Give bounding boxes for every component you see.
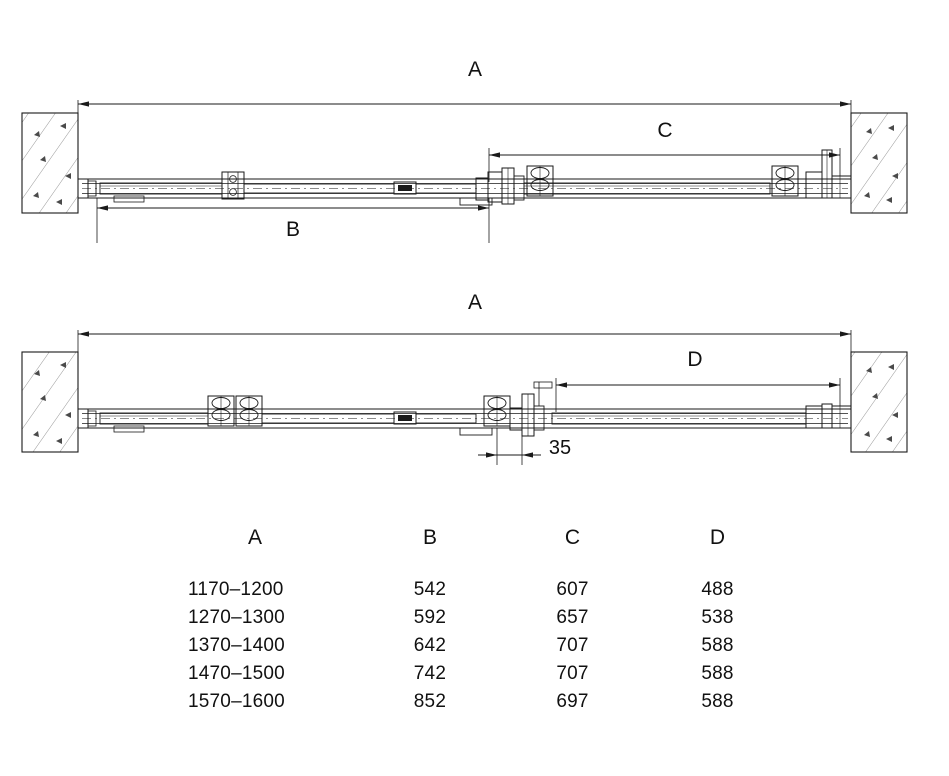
spec-cell-b: 642 xyxy=(413,635,447,656)
table-row xyxy=(150,632,790,660)
wall-left-top xyxy=(22,113,78,213)
dim-gap-bottom xyxy=(478,428,541,465)
spec-cell-c: 707 xyxy=(556,635,589,656)
centre-stile-group-top xyxy=(476,168,524,204)
dim-d-bottom xyxy=(556,378,840,412)
door-assembly-bottom xyxy=(78,382,851,436)
spec-header-a: A xyxy=(247,526,262,549)
roller-carriage-1-top xyxy=(222,172,244,199)
table-row xyxy=(150,660,790,688)
spec-cell-b: 742 xyxy=(413,663,447,684)
table-row xyxy=(150,688,790,716)
dim-c-top xyxy=(489,148,840,182)
spec-cell-d: 588 xyxy=(701,691,734,712)
table-row xyxy=(150,576,790,604)
wall-left-bottom xyxy=(22,352,78,452)
spec-cell-d: 588 xyxy=(701,635,734,656)
view-top xyxy=(22,100,907,243)
spec-cell-a: 1370–1400 xyxy=(188,635,285,656)
dim-label-a-bottom: A xyxy=(467,291,482,314)
door-assembly-top xyxy=(78,150,851,205)
dim-a-extensions-top xyxy=(78,100,851,190)
spec-cell-c: 657 xyxy=(556,607,589,628)
spec-cell-b: 852 xyxy=(413,691,447,712)
dim-label-b-top: B xyxy=(285,218,300,241)
roller-carriage-2-top xyxy=(527,166,553,196)
spec-cell-d: 588 xyxy=(701,663,734,684)
spec-table-header-row xyxy=(150,525,790,576)
spec-cell-c: 697 xyxy=(556,691,589,712)
spec-cell-a: 1470–1500 xyxy=(188,663,285,684)
spec-cell-a: 1270–1300 xyxy=(188,607,285,628)
view-bottom xyxy=(22,330,907,465)
spec-cell-a: 1570–1600 xyxy=(188,691,285,712)
spec-cell-b: 592 xyxy=(413,607,447,628)
roller-carriage-3-bottom xyxy=(484,396,510,426)
spec-header-c: C xyxy=(564,526,581,549)
wall-right-bottom xyxy=(851,352,907,452)
dim-a-extensions-bottom xyxy=(78,330,851,420)
roller-carriage-1-bottom xyxy=(208,396,234,426)
table-row xyxy=(150,604,790,632)
spec-cell-c: 707 xyxy=(556,663,589,684)
dim-label-c-top: C xyxy=(657,119,673,142)
dim-label-a-top: A xyxy=(467,58,482,81)
roller-carriage-2-bottom xyxy=(236,396,262,426)
dim-label-d-bottom: D xyxy=(687,348,703,371)
spec-header-b: B xyxy=(422,526,437,549)
wall-right-top xyxy=(851,113,907,213)
spec-cell-d: 488 xyxy=(701,579,734,600)
spec-cell-c: 607 xyxy=(556,579,589,600)
spec-cell-a: 1170–1200 xyxy=(188,579,284,600)
spec-table xyxy=(150,525,790,716)
spec-cell-d: 538 xyxy=(701,607,734,628)
spec-header-d: D xyxy=(709,526,726,549)
dim-label-gap-35: 35 xyxy=(548,437,572,459)
spec-cell-b: 542 xyxy=(413,579,447,600)
roller-carriage-3-top xyxy=(772,166,798,196)
